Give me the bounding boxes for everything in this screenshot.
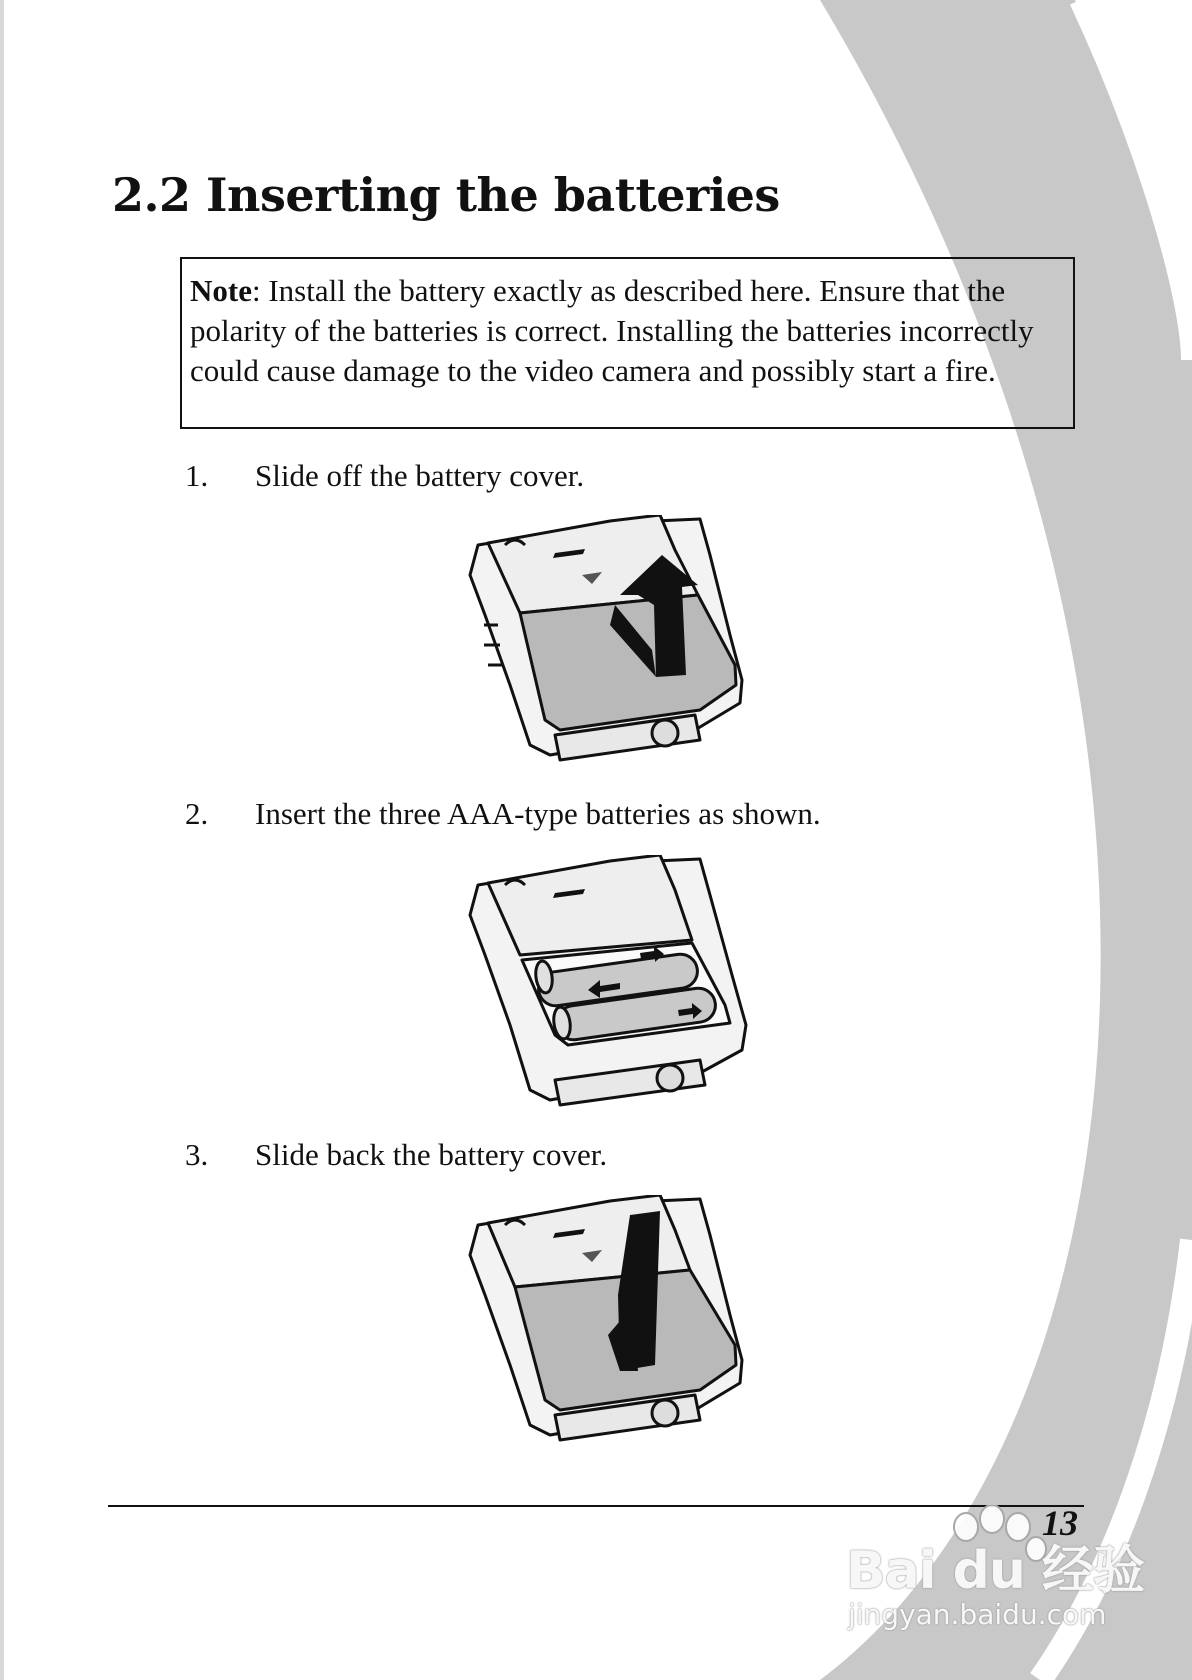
step-number: 1. [185,458,209,493]
note-label: Note [190,273,252,308]
camera-cover-removal-illustration [460,515,760,770]
watermark-url: jingyan.baidu.com [848,1598,1107,1631]
section-title: 2.2 Inserting the batteries [112,168,780,222]
step-text: Insert the three AAA-type batteries as shown. [255,796,821,831]
step-text: Slide back the battery cover. [255,1137,608,1172]
step-number: 3. [185,1137,209,1172]
camera-battery-insertion-illustration [460,855,765,1113]
watermark-brand: Bai du 经验 [846,1541,1144,1601]
note-text: : Install the battery exactly as described here. Ensure that the polarity of the batteries is correct. Installing the batteries incorrectly could cause damage to the video camera and possibly start a fire. [190,273,1034,388]
step-text: Slide off the battery cover. [255,458,585,493]
step-number: 2. [185,796,209,831]
camera-cover-replaced-illustration [460,1195,760,1450]
note-box [180,257,1075,429]
page-edge [0,0,4,1680]
page-number: 13 [1042,1503,1078,1543]
